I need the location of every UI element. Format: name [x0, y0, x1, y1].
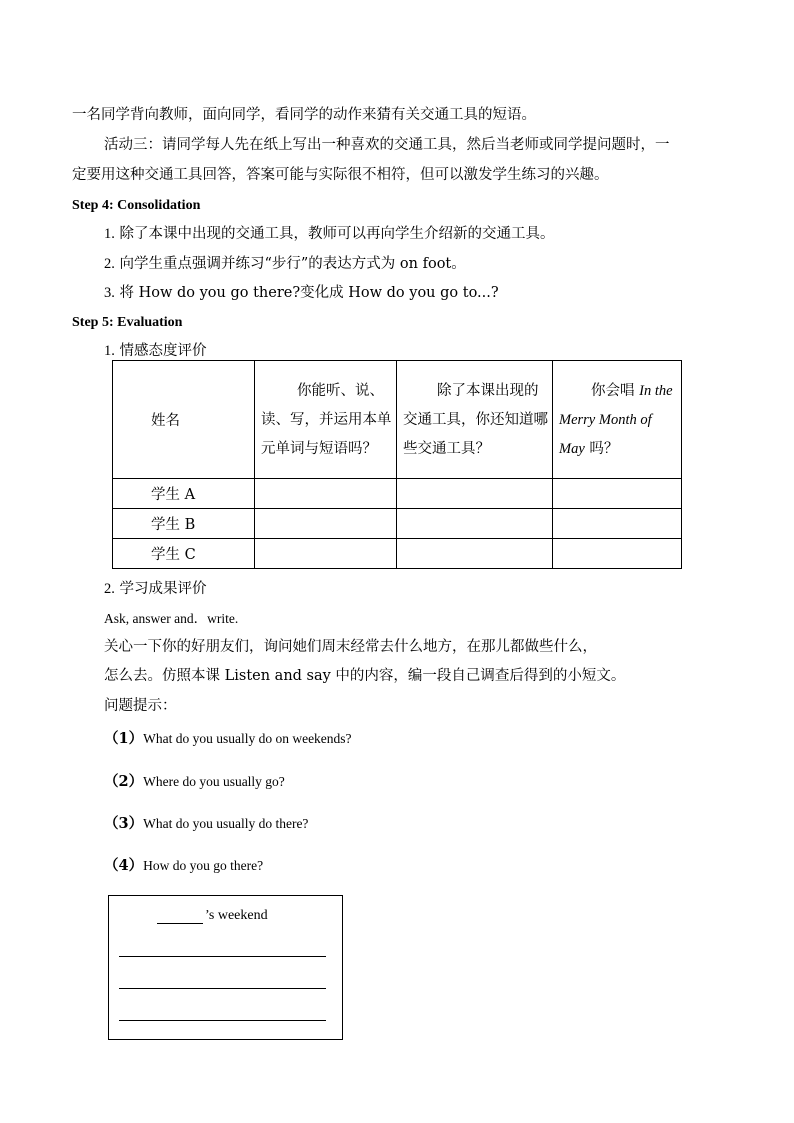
question-2-num: （2）	[104, 773, 144, 790]
step4-item-3	[104, 283, 499, 303]
empty-cell	[397, 539, 553, 569]
step5-sub2	[104, 579, 206, 599]
step5-sub2-num: 2.	[104, 581, 115, 597]
step5-heading: Step 5: Evaluation	[72, 315, 183, 330]
step4-item-1-num: 1.	[104, 226, 115, 242]
empty-cell	[255, 479, 397, 509]
question-1-num: （1）	[104, 730, 144, 747]
step4-item-2-num: 2.	[104, 256, 115, 272]
question-2	[104, 772, 285, 792]
hint-label: 问题提示：	[104, 698, 177, 714]
task-desc-2: 怎么去。仿照本课 Listen and say 中的内容，编一段自己调查后得到的小短文。	[104, 668, 626, 684]
student-b-cell: 学生 B	[113, 509, 255, 539]
name-blank[interactable]	[157, 909, 203, 924]
empty-cell	[397, 479, 553, 509]
activity-line-1: 一名同学背向教师，面向同学，看同学的动作来猜有关交通工具的短语。	[72, 107, 536, 123]
question-3-num: （3）	[104, 815, 144, 832]
question-4	[104, 856, 263, 876]
activity-line-2: 活动三：请同学每人先在纸上写出一种喜欢的交通工具，然后当老师或同学提问题时，一	[104, 137, 670, 153]
weekend-title-text: ’s weekend	[205, 908, 268, 923]
writing-line-3[interactable]	[119, 1020, 326, 1021]
question-4-text: How do you go there?	[143, 858, 264, 873]
question-2-text: Where do you usually go?	[143, 774, 285, 789]
task-desc-1: 关心一下你的好朋友们，询问她们周末经常去什么地方，在那儿都做些什么，	[104, 639, 597, 655]
empty-cell	[553, 479, 682, 509]
student-c-cell: 学生 C	[113, 539, 255, 569]
step5-sub2-text: 学习成果评价	[119, 581, 207, 597]
evaluation-table	[112, 360, 682, 569]
step4-item-1-text: 除了本课中出现的交通工具，教师可以再向学生介绍新的交通工具。	[119, 226, 555, 242]
step5-sub1-text: 情感态度评价	[119, 343, 207, 359]
table-header-row	[113, 361, 682, 479]
weekend-writing-box	[108, 895, 343, 1040]
header-col2: 你能听、说、读、写，并运用本单元单词与短语吗？	[255, 361, 397, 479]
header-col4-pre: 你会唱	[591, 383, 640, 399]
song-title: In the Merry Month of May	[559, 383, 673, 457]
empty-cell	[255, 539, 397, 569]
empty-cell	[553, 509, 682, 539]
header-name: 姓名	[113, 361, 255, 479]
header-col4	[553, 361, 682, 479]
step4-item-2-text: 向学生重点强调并练习“步行”的表达方式为 on foot。	[119, 256, 466, 272]
weekend-title	[157, 908, 268, 924]
step4-item-1	[104, 224, 554, 244]
table-row	[113, 509, 682, 539]
question-4-num: （4）	[104, 857, 144, 874]
step4-item-3-num: 3.	[104, 285, 115, 301]
step5-sub1	[104, 341, 206, 361]
step4-item-3-text: 将 How do you go there?变化成 How do you go to...?	[119, 285, 499, 301]
question-1-text: What do you usually do on weekends?	[143, 731, 352, 746]
task-instruction: Ask, answer and．write.	[104, 611, 239, 626]
table-row	[113, 539, 682, 569]
writing-line-2[interactable]	[119, 988, 326, 989]
header-col3: 除了本课出现的交通工具，你还知道哪些交通工具？	[397, 361, 553, 479]
student-a-cell: 学生 A	[113, 479, 255, 509]
step4-heading: Step 4: Consolidation	[72, 198, 201, 213]
question-3	[104, 814, 308, 834]
empty-cell	[397, 509, 553, 539]
table-row	[113, 479, 682, 509]
writing-line-1[interactable]	[119, 956, 326, 957]
step5-sub1-num: 1.	[104, 343, 115, 359]
question-3-text: What do you usually do there?	[143, 816, 309, 831]
header-col4-post: 吗？	[584, 441, 619, 457]
activity-line-3: 定要用这种交通工具回答，答案可能与实际很不相符，但可以激发学生练习的兴趣。	[72, 167, 609, 183]
empty-cell	[553, 539, 682, 569]
question-1	[104, 729, 352, 749]
step4-item-2	[104, 254, 466, 274]
empty-cell	[255, 509, 397, 539]
